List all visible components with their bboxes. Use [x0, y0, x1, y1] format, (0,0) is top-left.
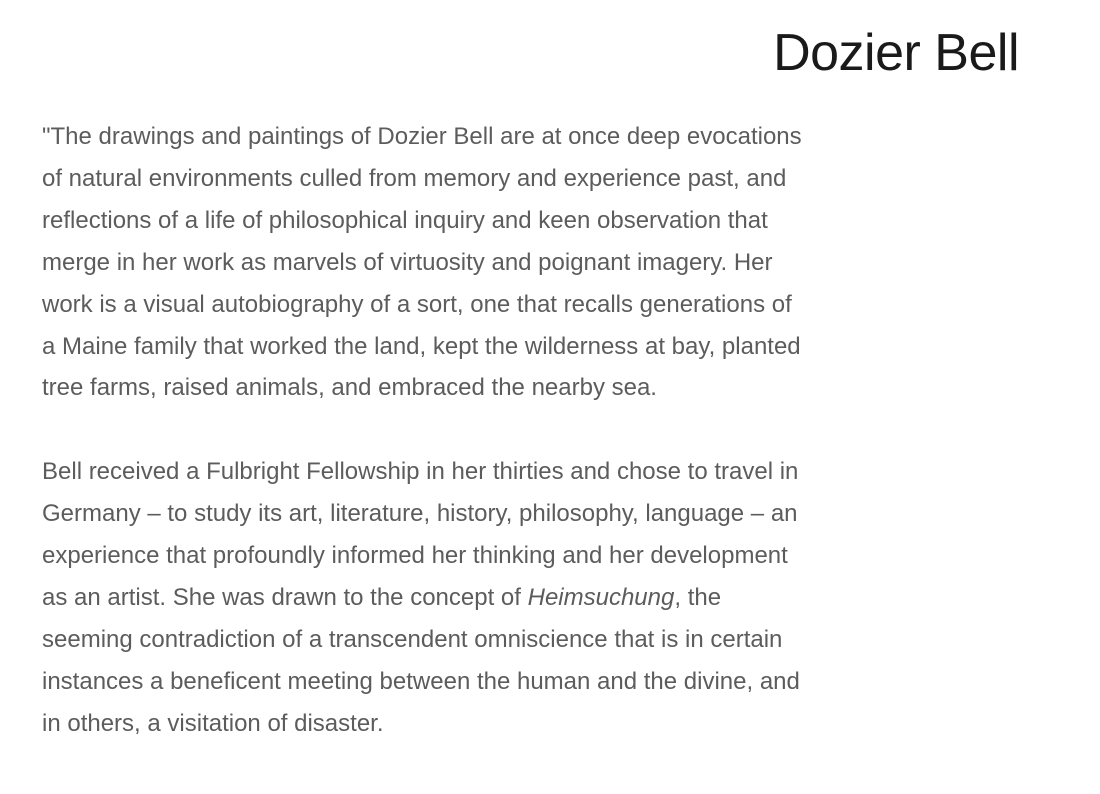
text-line: of natural environments culled from memory and experience past, and	[42, 164, 787, 192]
article-body	[42, 116, 872, 745]
paragraph-fulbright	[42, 451, 872, 744]
text-line: instances a beneficent meeting between the human and the divine, and	[42, 667, 800, 695]
text-line: work is a visual autobiography of a sort, one that recalls generations of	[42, 290, 792, 318]
paragraph-intro	[42, 116, 872, 409]
italic-term: Heimsuchung	[527, 583, 675, 611]
text-line: Germany – to study its art, literature, history, philosophy, language – an	[42, 500, 798, 528]
text-segment: , the	[674, 583, 722, 611]
text-line: "The drawings and paintings of Dozier Bell are at once deep evocations	[42, 123, 802, 150]
text-line: in others, a visitation of disaster.	[42, 709, 384, 737]
text-segment: as an artist. She was drawn to the concept of	[42, 583, 528, 611]
text-line: tree farms, raised animals, and embraced the nearby sea.	[42, 374, 657, 402]
text-line: reflections of a life of philosophical inquiry and keen observation that	[42, 206, 768, 234]
page-title: Dozier Bell	[773, 24, 1019, 82]
text-line	[42, 577, 872, 619]
text-line: Bell received a Fulbright Fellowship in her thirties and chose to travel in	[42, 458, 799, 486]
text-line: experience that profoundly informed her thinking and her development	[42, 542, 788, 570]
text-line: a Maine family that worked the land, kept the wilderness at bay, planted	[42, 332, 801, 360]
text-line: seeming contradiction of a transcendent omniscience that is in certain	[42, 625, 783, 653]
text-line: merge in her work as marvels of virtuosity and poignant imagery. Her	[42, 248, 773, 276]
